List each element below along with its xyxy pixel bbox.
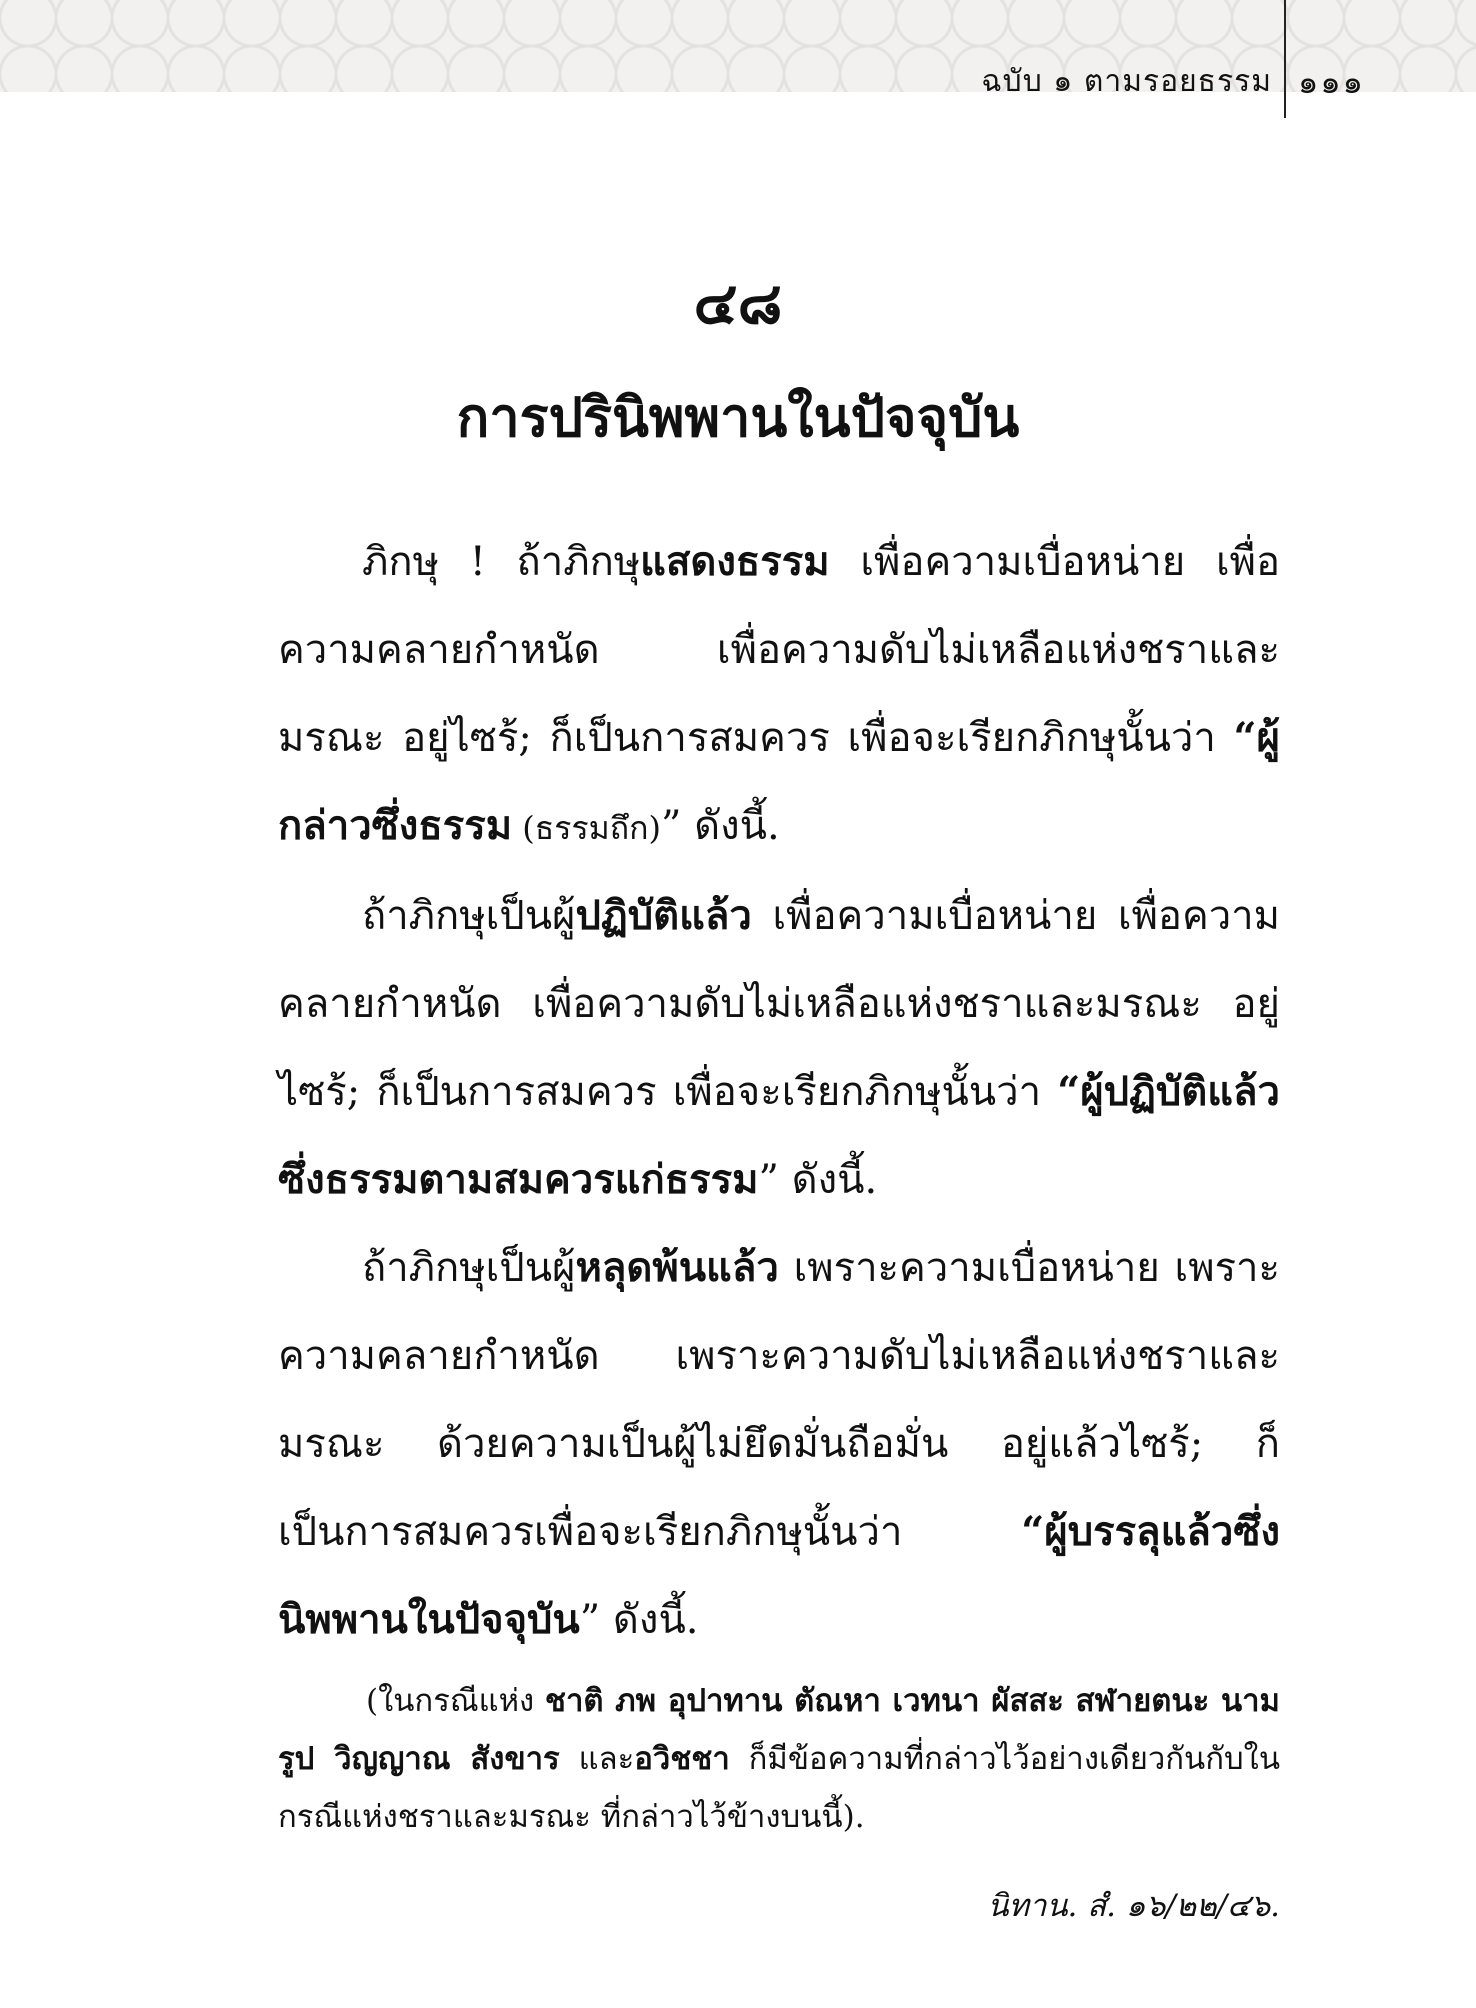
- p1-quote-bold: “ผู้กล่าวซึ่งธรรม: [278, 714, 1280, 849]
- p2-text-c: เพื่อความเบื่อหน่าย เพื่อความคลายกำหนัด เพื่อความดับไม่เหลือแห่งชราและมรณะ อยู่ไซร้; ก็เป็นการสมควร เพื่อจะเรียกภิกษุนั้นว่า: [278, 893, 1280, 1115]
- running-title: ฉบับ ๑ ตามรอยธรรม: [981, 64, 1272, 99]
- chapter-number: ๔๘: [693, 269, 783, 337]
- p3-bold-phrase: หลุดพ้นแล้ว: [575, 1244, 779, 1291]
- p3-quote-bold: “ผู้บรรลุแล้วซึ่งนิพพานในปัจจุบัน: [278, 1508, 1280, 1643]
- p1-text-c: เพื่อความเบื่อหน่าย เพื่อความคลายกำหนัด เพื่อความดับไม่เหลือแห่งชราและมรณะ อยู่ไซร้; ก็เป็นการสมควร เพื่อจะเรียกภิกษุนั้นว่า: [278, 539, 1280, 761]
- footnote-paragraph: [278, 1672, 1280, 1846]
- note-text-e: ก็มีข้อความที่กล่าวไว้อย่างเดียวกันกับในกรณีแห่งชราและมรณะ ที่กล่าวไว้ข้างบนนี้).: [278, 1741, 1281, 1835]
- p2-text-e: ” ดังนี้.: [758, 1157, 878, 1203]
- paragraph-1: [278, 518, 1280, 872]
- p3-text-a: ถ้าภิกษุเป็นผู้: [362, 1245, 576, 1291]
- p3-text-c: เพราะความเบื่อหน่าย เพราะความคลายกำหนัด เพราะความดับไม่เหลือแห่งชราและมรณะ ด้วยความเป็นผู้ไม่ยึดมั่นถือมั่น อยู่แล้วไซร้; ก็เป็นการสมควรเพื่อจะเรียกภิกษุนั้นว่า: [278, 1245, 1280, 1555]
- p3-text-e: ” ดังนี้.: [579, 1597, 699, 1643]
- body-text: [278, 518, 1280, 1930]
- header-divider: [1284, 0, 1286, 118]
- source-reference: นิทาน. สํ. ๑๖/๒๒/๔๖.: [987, 1888, 1280, 1924]
- chapter-title: การปรินิพพานในปัจจุบัน: [456, 385, 1020, 449]
- note-text-a: (ในกรณีแห่ง: [366, 1683, 545, 1719]
- p1-bold-phrase: แสดงธรรม: [640, 538, 830, 585]
- note-bold-terms: ชาติ ภพ อุปาทาน ตัณหา เวทนา ผัสสะ สฬายตนะ นามรูป วิญญาณ สังขาร: [278, 1683, 1280, 1777]
- paragraph-2: [278, 872, 1280, 1224]
- paragraph-3: [278, 1224, 1280, 1664]
- p1-parenthetical: (ธรรมถึก): [512, 809, 661, 847]
- p2-quote-bold: “ผู้ปฏิบัติแล้วซึ่งธรรมตามสมควรแก่ธรรม: [278, 1068, 1280, 1203]
- note-text-c: และ: [559, 1741, 635, 1777]
- p2-text-a: ถ้าภิกษุเป็นผู้: [362, 893, 576, 939]
- note-bold-avijja: อวิชชา: [634, 1741, 730, 1777]
- p1-text-f: ” ดังนี้.: [660, 803, 780, 849]
- page-number: ๑๑๑: [1298, 63, 1365, 101]
- p2-bold-phrase: ปฏิบัติแล้ว: [575, 892, 752, 939]
- p1-text-a: ภิกษุ ! ถ้าภิกษุ: [362, 539, 641, 585]
